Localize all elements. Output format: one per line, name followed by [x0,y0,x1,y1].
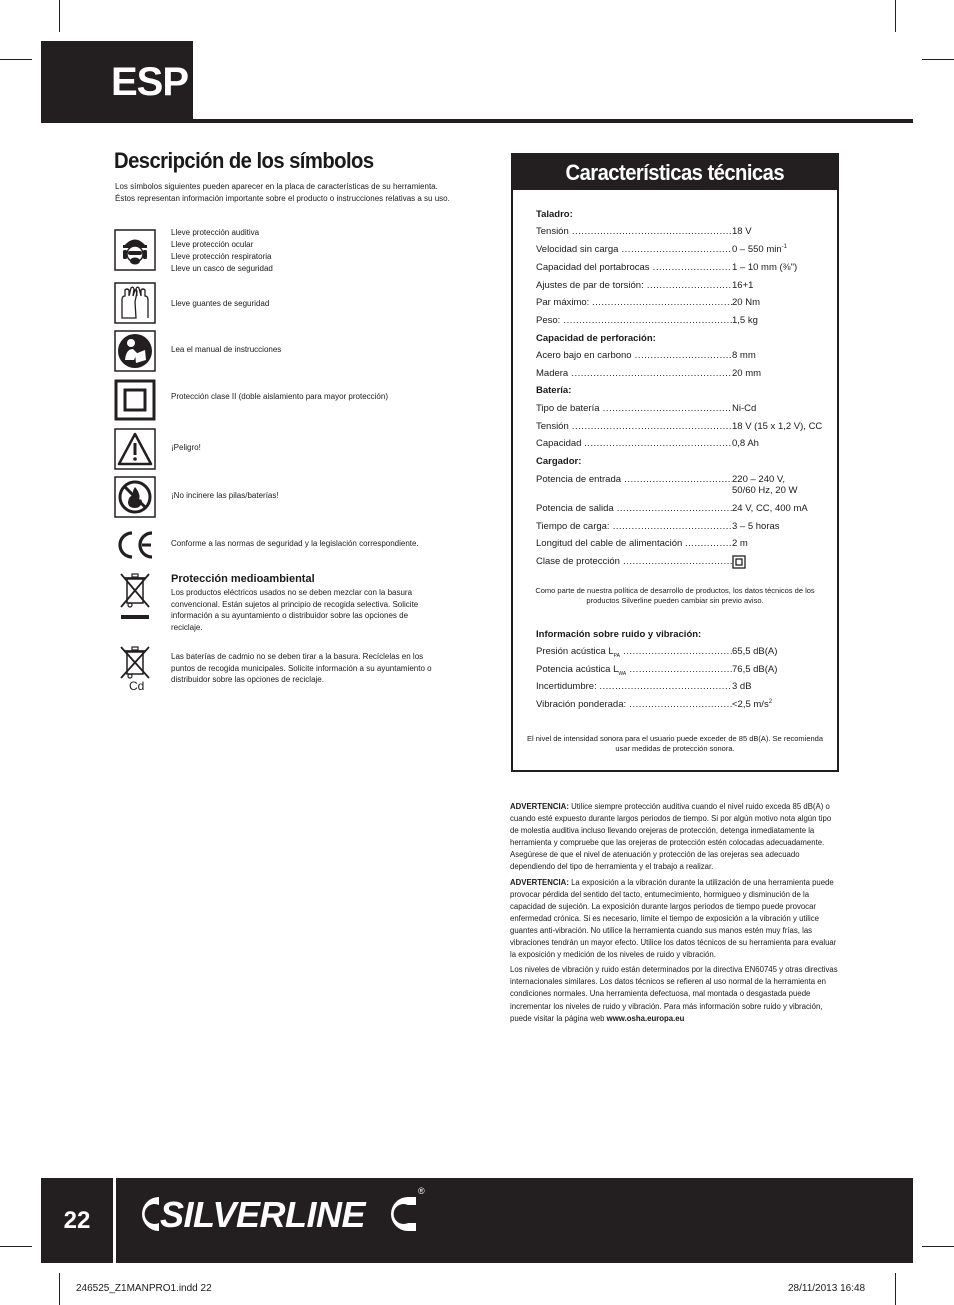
crop-mark [895,1273,896,1305]
spec-row: Longitud del cable de alimentación ..... 2 m [536,538,826,549]
symbol-row [114,524,419,566]
charger-heading: Cargador: [536,456,582,467]
warning-hearing: ADVERTENCIA: Utilice siempre protección auditiva cuando el nivel ruido exceda 85 dB(A) o cuando esté expuesto durante largos periodos de tiempo. Si por algún motivo nota algún tipo de molestia auditiva incluso llevando orejeras de protección, detenga inmediatamente la herramienta y compruebe que las orejeras de protección estén colocadas adecuadamente. Asegúrese de que el nivel de atenuación y protección de las orejeras sea adecuado dependiendo del tipo de herramienta y el trabajo a realizar. [510,802,832,872]
spec-row: Potencia acústica $L_{WA}$ ..... 76,5 dB(A) [536,664,826,677]
page-number: 22 [63,1206,91,1234]
symbol-label: Lleve guantes de seguridad [171,299,270,308]
policy-note: Como parte de nuestra política de desarrollo de productos, los datos técnicos de los productos Silverline pueden cambiar sin previo aviso. [535,586,815,605]
header-rule [193,119,913,123]
specs-title: Características técnicas [513,155,837,190]
crop-mark [0,59,32,60]
crop-mark [59,1273,60,1305]
capacity-heading: Capacidad de perforación: [536,333,656,344]
symbol-row [114,428,201,470]
crop-mark [59,0,60,32]
symbol-label: Conforme a las normas de seguridad y la legislación correspondiente. [171,539,419,548]
spec-row: Potencia de entrada ..... 220 – 240 V, 50/60 Hz, 20 W [536,474,826,496]
footer-separator [113,1178,116,1263]
spec-row: Velocidad sin carga ..... 0 – 550 $\min^{-1}$ [536,244,826,255]
spec-row: Vibración ponderada: ..... <2,5 $m/s^2$ [536,699,826,710]
language-tab [41,41,193,123]
file-slug: 246525_Z1MANPRO1.indd 22 [76,1283,212,1294]
crop-mark [922,59,954,60]
spec-row: Capacidad del portabrocas ..... 1 – 10 mm (⅜") [536,262,826,273]
symbol-label: Lleve protección auditiva Lleve protección ocular Lleve protección respiratoria Lleve un casco de seguridad [171,228,273,273]
warnings-block [510,801,840,1028]
environment-text: Los productos eléctricos usados no se deben mezclar con la basura convencional. Están sujetos al principio de recogida selectiva. Solicite información a su ayuntamiento o distribuidor sobre las opciones de reciclaje. [171,588,419,632]
symbol-label: Lea el manual de instrucciones [171,345,282,354]
warning-vibration: ADVERTENCIA: La exposición a la vibración durante la utilización de una herramienta puede provocar pérdida del sentido del tacto, entumecimiento, hormigueo y disminución de la capacidad de sujeción. La exposición durante largos periodos de tiempo puede provocar enfermedad crónica. Si es necesario, limite el tiempo de exposición a la vibración y utilice guantes anti-vibración. No utilice la herramienta cuando sus manos estén muy frías, las vibraciones tendrán un mayor efecto. Utilice los datos técnicos de su herramienta para evaluar la exposición y medición de los niveles de ruido y vibración. [510,877,837,960]
vibration-info: Los niveles de vibración y ruido están determinados por la directiva EN60745 y otras directivas internacionales similares. Los datos técnicos se refieren al uso normal de la herramienta en condiciones normales. Una herramienta defectuosa, mal montada o desgastada puede incrementar los niveles de ruido y vibración. Para más información sobre ruido y vibración, puede visitar la página web www.osha.europa.eu [510,965,838,1023]
spec-row: Clase de protección ..... [536,556,826,572]
spec-row: Tiempo de carga: ..... 3 – 5 horas [536,521,826,532]
crop-mark [0,1246,32,1247]
class-ii-icon [114,379,156,421]
spec-row: Presión acústica $L_{PA}$ ..... 65,5 dB(A) [536,646,826,659]
ce-mark-icon [114,524,156,566]
symbol-row [114,282,270,324]
cadmium-label: Cd [129,679,145,693]
crop-mark [922,1246,954,1247]
specs-panel [511,153,839,772]
drill-heading: Taladro: [536,209,573,220]
environment-title: Protección medioambiental [171,573,315,585]
spec-row: Par máximo: ..... 20 Nm [536,297,826,308]
read-manual-icon [114,330,156,372]
spec-row: Peso: ..... 1,5 kg [536,315,826,326]
cadmium-text: Las baterías de cadmio no se deben tirar a la basura. Recíclelas en los puntos de recogida municipales. Solicite información a su ayuntamiento o distribuidor sobre las opciones de reciclaje. [171,652,432,684]
silverline-logo-end-icon [382,1193,418,1240]
symbol-row [114,228,273,273]
spec-row: Ajustes de par de torsión: ..... 16+1 [536,280,826,291]
spec-row: Acero bajo en carbono ..... 8 mm [536,350,826,361]
spec-row: Incertidumbre: ..... 3 dB [536,681,826,692]
language-tab-label: ESP [111,59,189,104]
symbols-intro: Los símbolos siguientes pueden aparecer en la placa de características de su herramienta. Éstos representan información importante sobre el producto o instrucciones relativas a su uso. [115,182,450,203]
weee-bin-icon [118,571,152,628]
date-slug: 28/11/2013 16:48 [788,1283,866,1294]
spec-row: Tipo de batería ..... Ni-Cd [536,403,826,414]
brand-logo: SILVERLINE [160,1194,366,1235]
osha-link[interactable]: www.osha.europa.eu [606,1013,685,1023]
symbol-row [114,476,279,518]
symbol-row [114,330,282,372]
symbol-label: ¡Peligro! [171,443,201,452]
symbol-label: ¡No incinere las pilas/baterías! [171,491,279,500]
ppe-icon [114,229,156,271]
danger-icon [114,428,156,470]
class-ii-small-icon [732,556,826,572]
spec-row: Capacidad ..... 0,8 Ah [536,438,826,449]
registered-mark: ® [418,1186,425,1196]
battery-heading: Batería: [536,385,572,396]
crop-mark [895,0,896,32]
symbol-label: Protección clase II (doble aislamiento para mayor protección) [171,392,388,401]
symbol-row [114,379,388,421]
symbols-title: Descripción de los símbolos [114,148,374,173]
noise-heading: Información sobre ruido y vibración: [536,629,702,640]
no-incinerate-icon [114,476,156,518]
spec-row: Tensión ..... 18 V (15 x 1,2 V), CC [536,421,826,432]
spec-row: Potencia de salida ..... 24 V, CC, 400 mA [536,503,826,514]
spec-row: Tensión ..... 18 V [536,226,826,237]
spec-row: Madera ..... 20 mm [536,368,826,379]
noise-note: El nivel de intensidad sonora para el usuario puede exceder de 85 dB(A). Se recomienda usar medidas de protección sonora. [526,734,824,753]
gloves-icon [114,282,156,324]
